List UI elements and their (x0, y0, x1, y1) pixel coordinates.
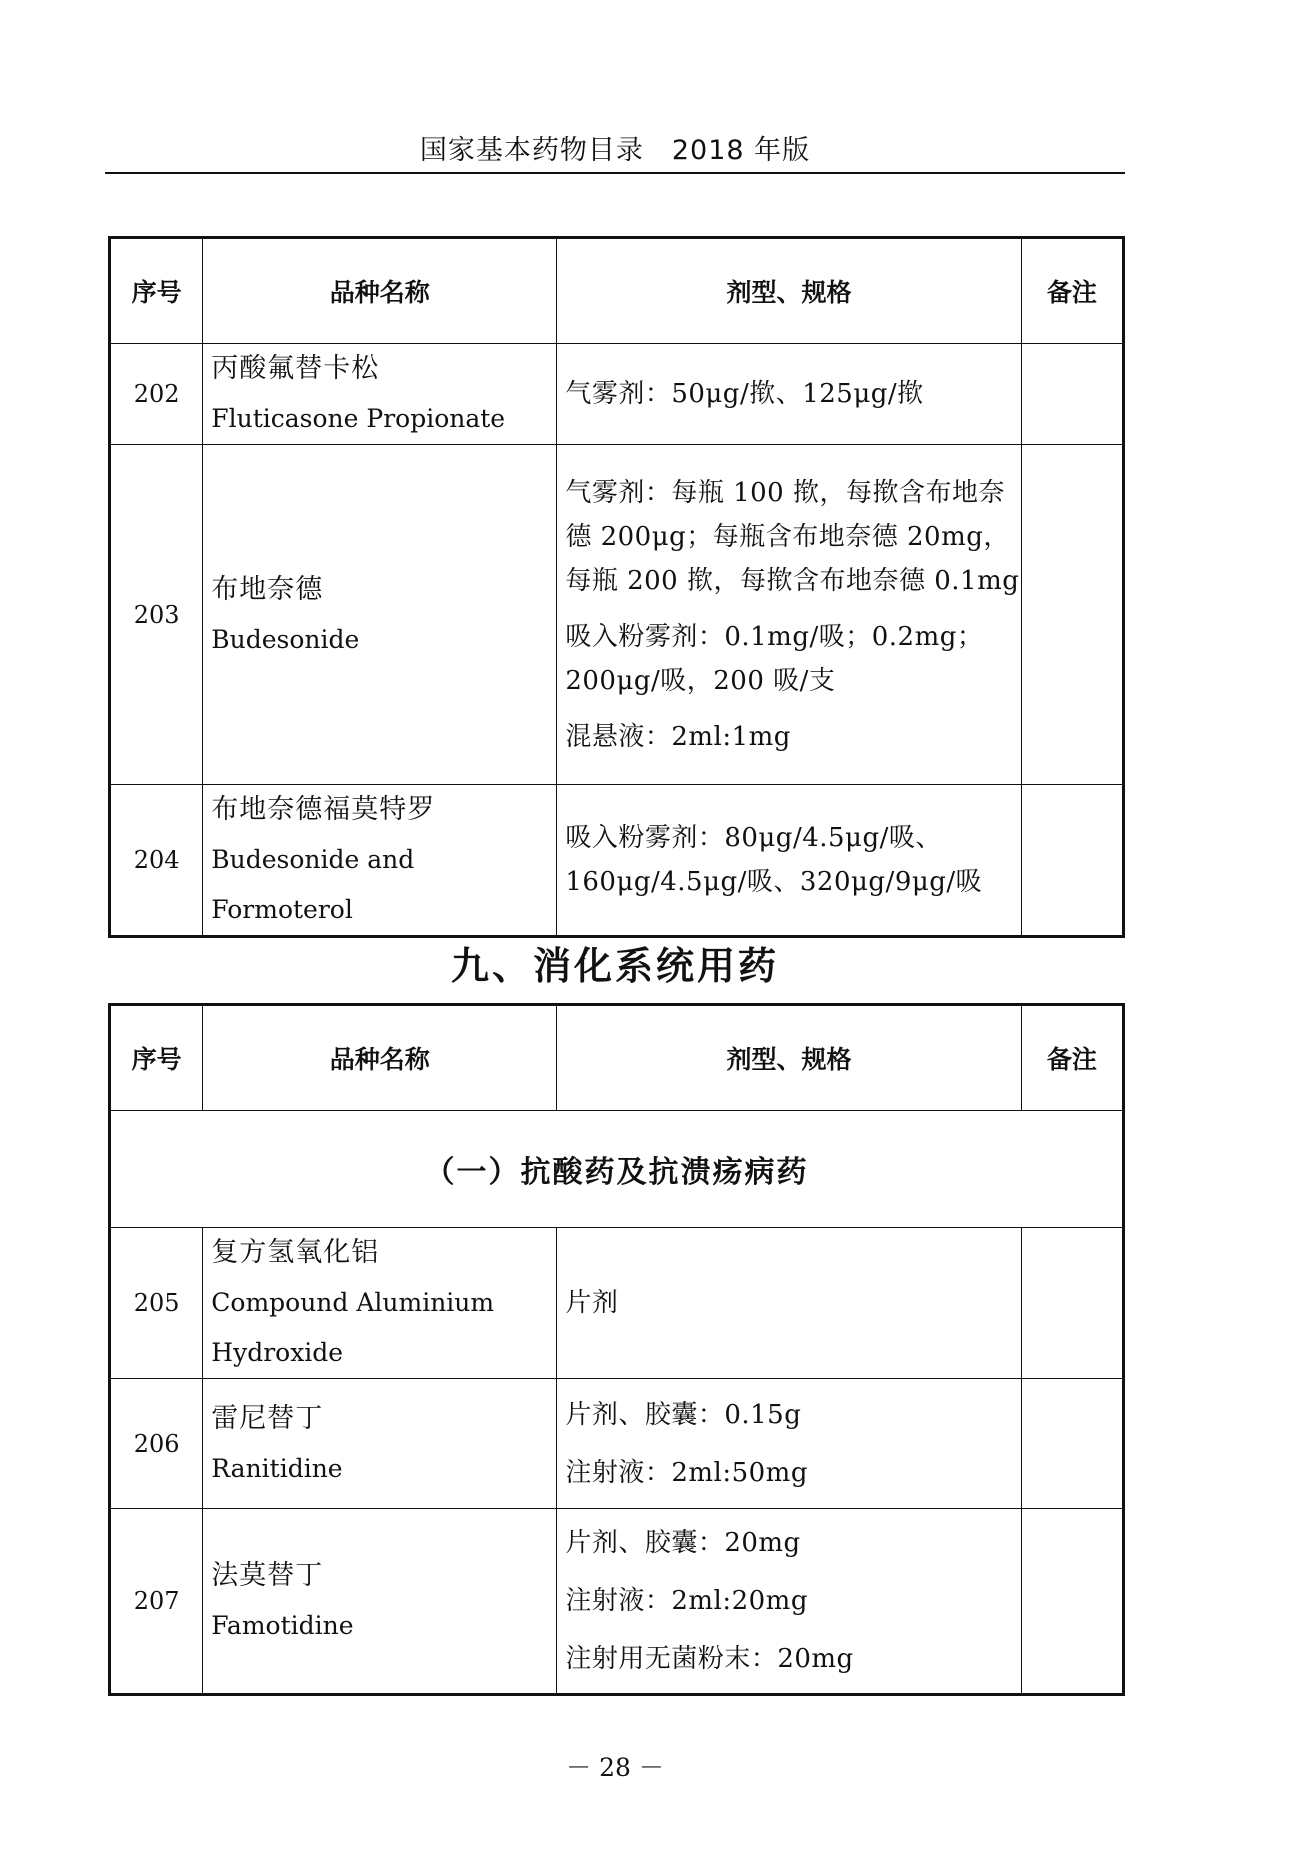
table-row (110, 445, 1124, 785)
drug-name-cn: 布地奈德 (211, 573, 324, 605)
drug-name-cn: 雷尼替丁 (211, 1402, 324, 1434)
column-header-form: 剂型、规格 (557, 1005, 1021, 1111)
drug-name-cell (203, 1379, 557, 1509)
dosage-form-cell (557, 1509, 1021, 1695)
dosage-spec: 吸入粉雾剂：80μg/4.5μg/吸、160μg/4.5μg/吸、320μg/9μg/吸 (565, 823, 983, 897)
table-row (110, 344, 1124, 445)
table-row (110, 1509, 1124, 1695)
table-row (110, 785, 1124, 937)
column-header-form: 剂型、规格 (557, 238, 1021, 344)
drug-name-cn: 复方氢氧化铝 (211, 1237, 380, 1268)
table-row (110, 1379, 1124, 1509)
column-header-note: 备注 (1021, 1005, 1123, 1111)
dosage-form-cell (557, 785, 1021, 937)
header-rule (105, 172, 1125, 174)
category-subheading: （一）抗酸药及抗溃疡病药 (110, 1111, 1124, 1228)
note-cell (1021, 344, 1123, 445)
row-number: 204 (110, 785, 203, 937)
drug-name-cn: 法莫替丁 (211, 1560, 324, 1591)
drug-name-en: Compound Aluminium Hydroxide (211, 1288, 495, 1367)
row-number: 206 (110, 1379, 203, 1509)
dosage-form-cell (557, 344, 1021, 445)
section-title: 九、消化系统用药 (450, 944, 779, 988)
drug-name-cn: 丙酸氟替卡松 (211, 353, 380, 384)
column-header-name: 品种名称 (203, 238, 557, 344)
drug-table-respiratory (108, 236, 1125, 938)
note-cell (1021, 1228, 1123, 1379)
page-number: － 28 － (566, 1753, 664, 1782)
column-header-no: 序号 (110, 1005, 203, 1111)
column-header-note: 备注 (1021, 238, 1123, 344)
dosage-form-cell (557, 445, 1021, 785)
dosage-spec: 注射液：2ml:20mg (565, 1586, 808, 1616)
drug-name-en: Budesonide (211, 624, 360, 654)
table-header-row (110, 1005, 1124, 1111)
table-row (110, 1228, 1124, 1379)
dosage-spec: 注射用无菌粉末：20mg (565, 1644, 854, 1674)
drug-name-en: Fluticasone Propionate (211, 404, 506, 433)
dosage-spec: 吸入粉雾剂：0.1mg/吸；0.2mg；200μg/吸，200 吸/支 (565, 621, 984, 696)
column-header-name: 品种名称 (203, 1005, 557, 1111)
row-number: 205 (110, 1228, 203, 1379)
drug-name-cell (203, 1228, 557, 1379)
dosage-form-cell (557, 1228, 1021, 1379)
row-number: 202 (110, 344, 203, 445)
drug-name-en: Budesonide and Formoterol (211, 845, 415, 924)
note-cell (1021, 445, 1123, 785)
drug-name-cn: 布地奈德福莫特罗 (211, 794, 436, 825)
dosage-spec: 注射液：2ml:50mg (565, 1457, 808, 1488)
subheading-row (110, 1111, 1124, 1228)
dosage-spec: 片剂、胶囊：0.15g (565, 1399, 802, 1430)
drug-name-en: Famotidine (211, 1611, 354, 1640)
drug-name-en: Ranitidine (211, 1453, 343, 1483)
drug-table-digestive (108, 1003, 1125, 1696)
drug-name-cell (203, 344, 557, 445)
row-number: 203 (110, 445, 203, 785)
row-number: 207 (110, 1509, 203, 1695)
dosage-spec: 混悬液：2ml:1mg (565, 721, 791, 752)
dosage-spec: 气雾剂：每瓶 100 揿，每揿含布地奈德 200μg；每瓶含布地奈德 20mg，每瓶 200 揿，每揿含布地奈德 0.1mg (565, 477, 1020, 596)
drug-name-cell (203, 785, 557, 937)
column-header-no: 序号 (110, 238, 203, 344)
dosage-form-cell (557, 1379, 1021, 1509)
drug-name-cell (203, 1509, 557, 1695)
drug-name-cell (203, 445, 557, 785)
dosage-spec: 气雾剂：50μg/揿、125μg/揿 (565, 379, 924, 409)
dosage-spec: 片剂 (565, 1288, 619, 1318)
table-header-row (110, 238, 1124, 344)
dosage-spec: 片剂、胶囊：20mg (565, 1528, 801, 1558)
note-cell (1021, 785, 1123, 937)
note-cell (1021, 1509, 1123, 1695)
note-cell (1021, 1379, 1123, 1509)
page-header-title: 国家基本药物目录 2018 年版 (419, 135, 811, 166)
